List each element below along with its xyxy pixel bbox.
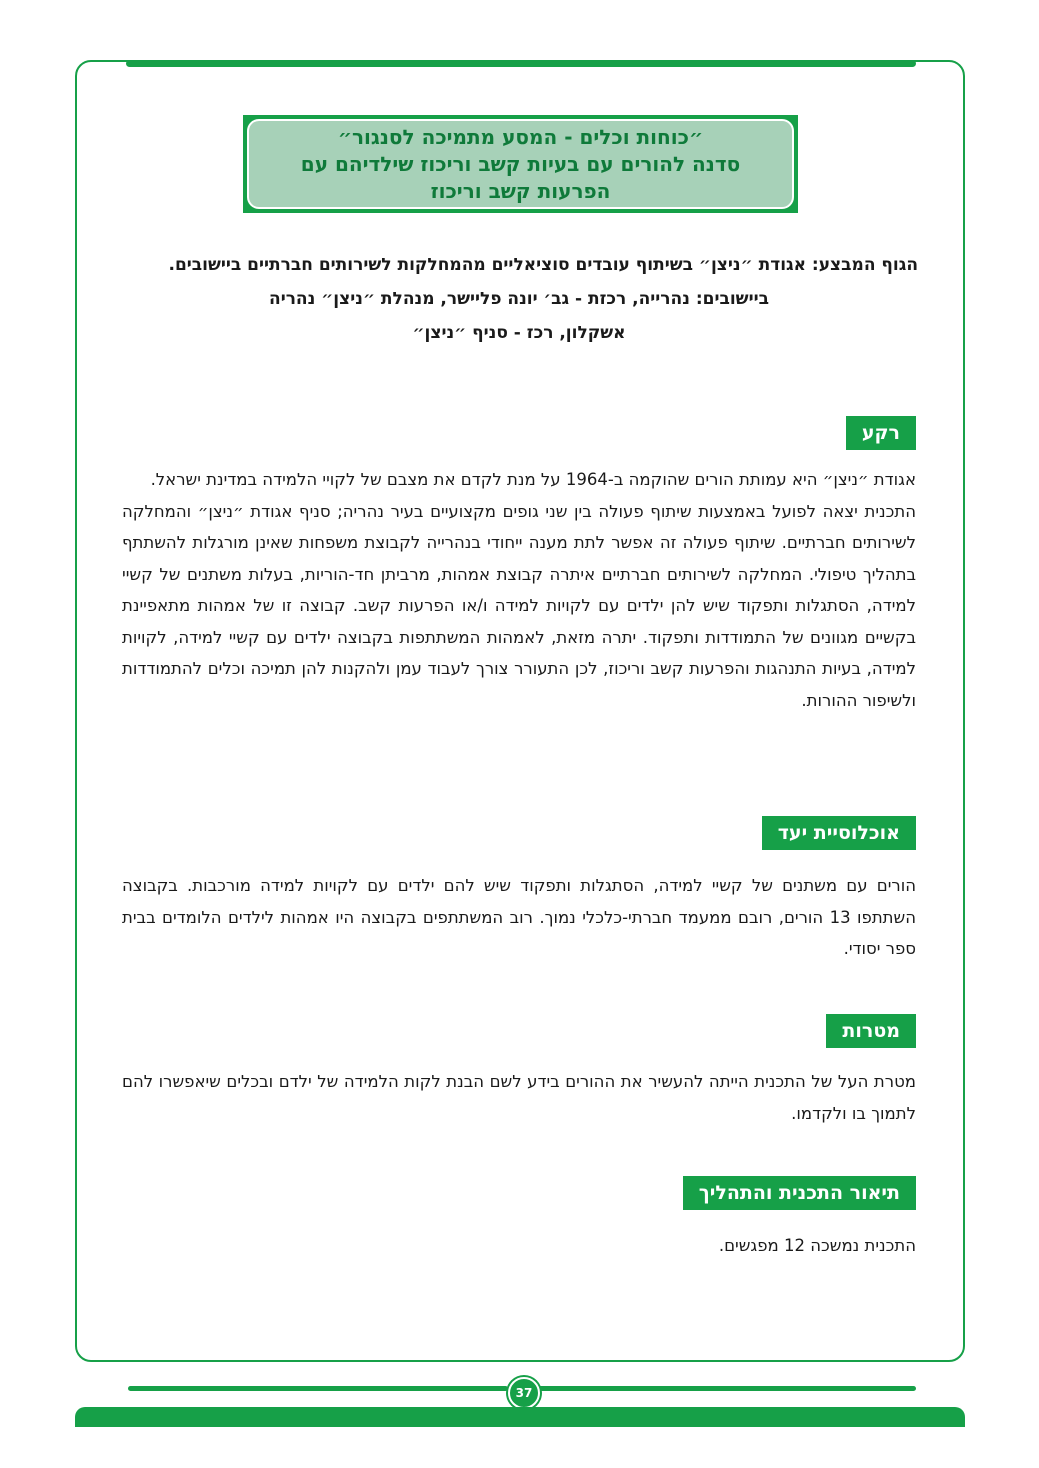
page-number-badge: 37 [508, 1377, 540, 1409]
section-target-population-body [122, 870, 916, 965]
footer-line-left [128, 1386, 508, 1391]
paragraph: אגודת ״ניצן״ היא עמותת הורים שהוקמה ב-1964 על מנת לקדם את מצבם של לקויי הלמידה במדינת ישראל. [150, 470, 916, 489]
intro-locations-1: ביישובים: נהרייה, רכזת - גב׳ יונה פליישר, מנהלת ״ניצן״ נהריה [269, 289, 769, 309]
bottom-decor-band [75, 1407, 965, 1427]
title-box [243, 115, 798, 213]
section-heading-program-description: תיאור התכנית והתהליך [683, 1176, 916, 1210]
footer-line-right [538, 1386, 916, 1391]
section-background-body [122, 464, 916, 716]
intro-executing-body: הגוף המבצע: אגודת ״ניצן״ בשיתוף עובדים סוציאליים מהמחלקות לשירותים חברתיים ביישובים. [168, 255, 918, 275]
paragraph: הורים עם משתנים של קשיי למידה, הסתגלות ותפקוד שיש להם ילדים עם לקויות למידה מורכבות. בקבוצה השתתפו 13 הורים, רובם ממעמד חברתי-כלכלי נמוך. רוב המשתתפים בקבוצה היו אמהות לילדים הלומדים בבית ספר יסודי. [122, 876, 916, 958]
paragraph: התכנית יצאה לפועל באמצעות שיתוף פעולה בין שני גופים מקצועיים בעיר נהריה; סניף אגודת ״ניצן״ והמחלקה לשירותים חברתיים. שיתוף פעולה זה אפשר לתת מענה ייחודי בנהרייה לקבוצת משפחות שאינן מורגלות להשתתף בתהליך טיפולי. המחלקה לשירותים חברתיים איתרה קבוצת אמהות, מרביתן חד-הוריות, בעלות משתנים של קשיי למידה, הסתגלות ותפקוד שיש להן ילדים עם לקויות למידה ו/או הפרעות קשב. קבוצה זו של אמהות מתאפיינת בקשיים מגוונים של התמודדות ותפקוד. יתרה מזאת, לאמהות המשתתפות בקבוצה ילדים עם קשיי למידה, לקויות למידה, בעיות התנהגות והפרעות קשב וריכוז, לכן התעורר צורך לעבוד עמן ולהקנות להן תמיכה וכלים להתמודדות ולשיפור ההורות. [122, 501, 916, 710]
section-heading-background: רקע [846, 416, 916, 450]
title-line-3: הפרעות קשב וריכוז [430, 178, 611, 203]
title-inner [247, 119, 794, 209]
title-line-1: ״כוחות וכלים - המסע מתמיכה לסנגור״ [337, 124, 704, 149]
paragraph: התכנית נמשכה 12 מפגשים. [718, 1236, 916, 1255]
section-program-description-body [122, 1230, 916, 1262]
paragraph: מטרת העל של התכנית הייתה להעשיר את ההורים בידע לשם הבנת לקות הלמידה של ילדם ובכלים שיאפשרו להם לתמוך בו ולקדמו. [122, 1072, 916, 1123]
section-heading-goals: מטרות [826, 1014, 916, 1048]
title-line-2: סדנה להורים עם בעיות קשב וריכוז שילדיהם עם [300, 151, 741, 176]
intro-locations-2: אשקלון, רכז - סניף ״ניצן״ [412, 323, 626, 343]
section-goals-body [122, 1066, 916, 1129]
intro-block [120, 248, 918, 350]
section-heading-target-population: אוכלוסיית יעד [762, 816, 916, 850]
